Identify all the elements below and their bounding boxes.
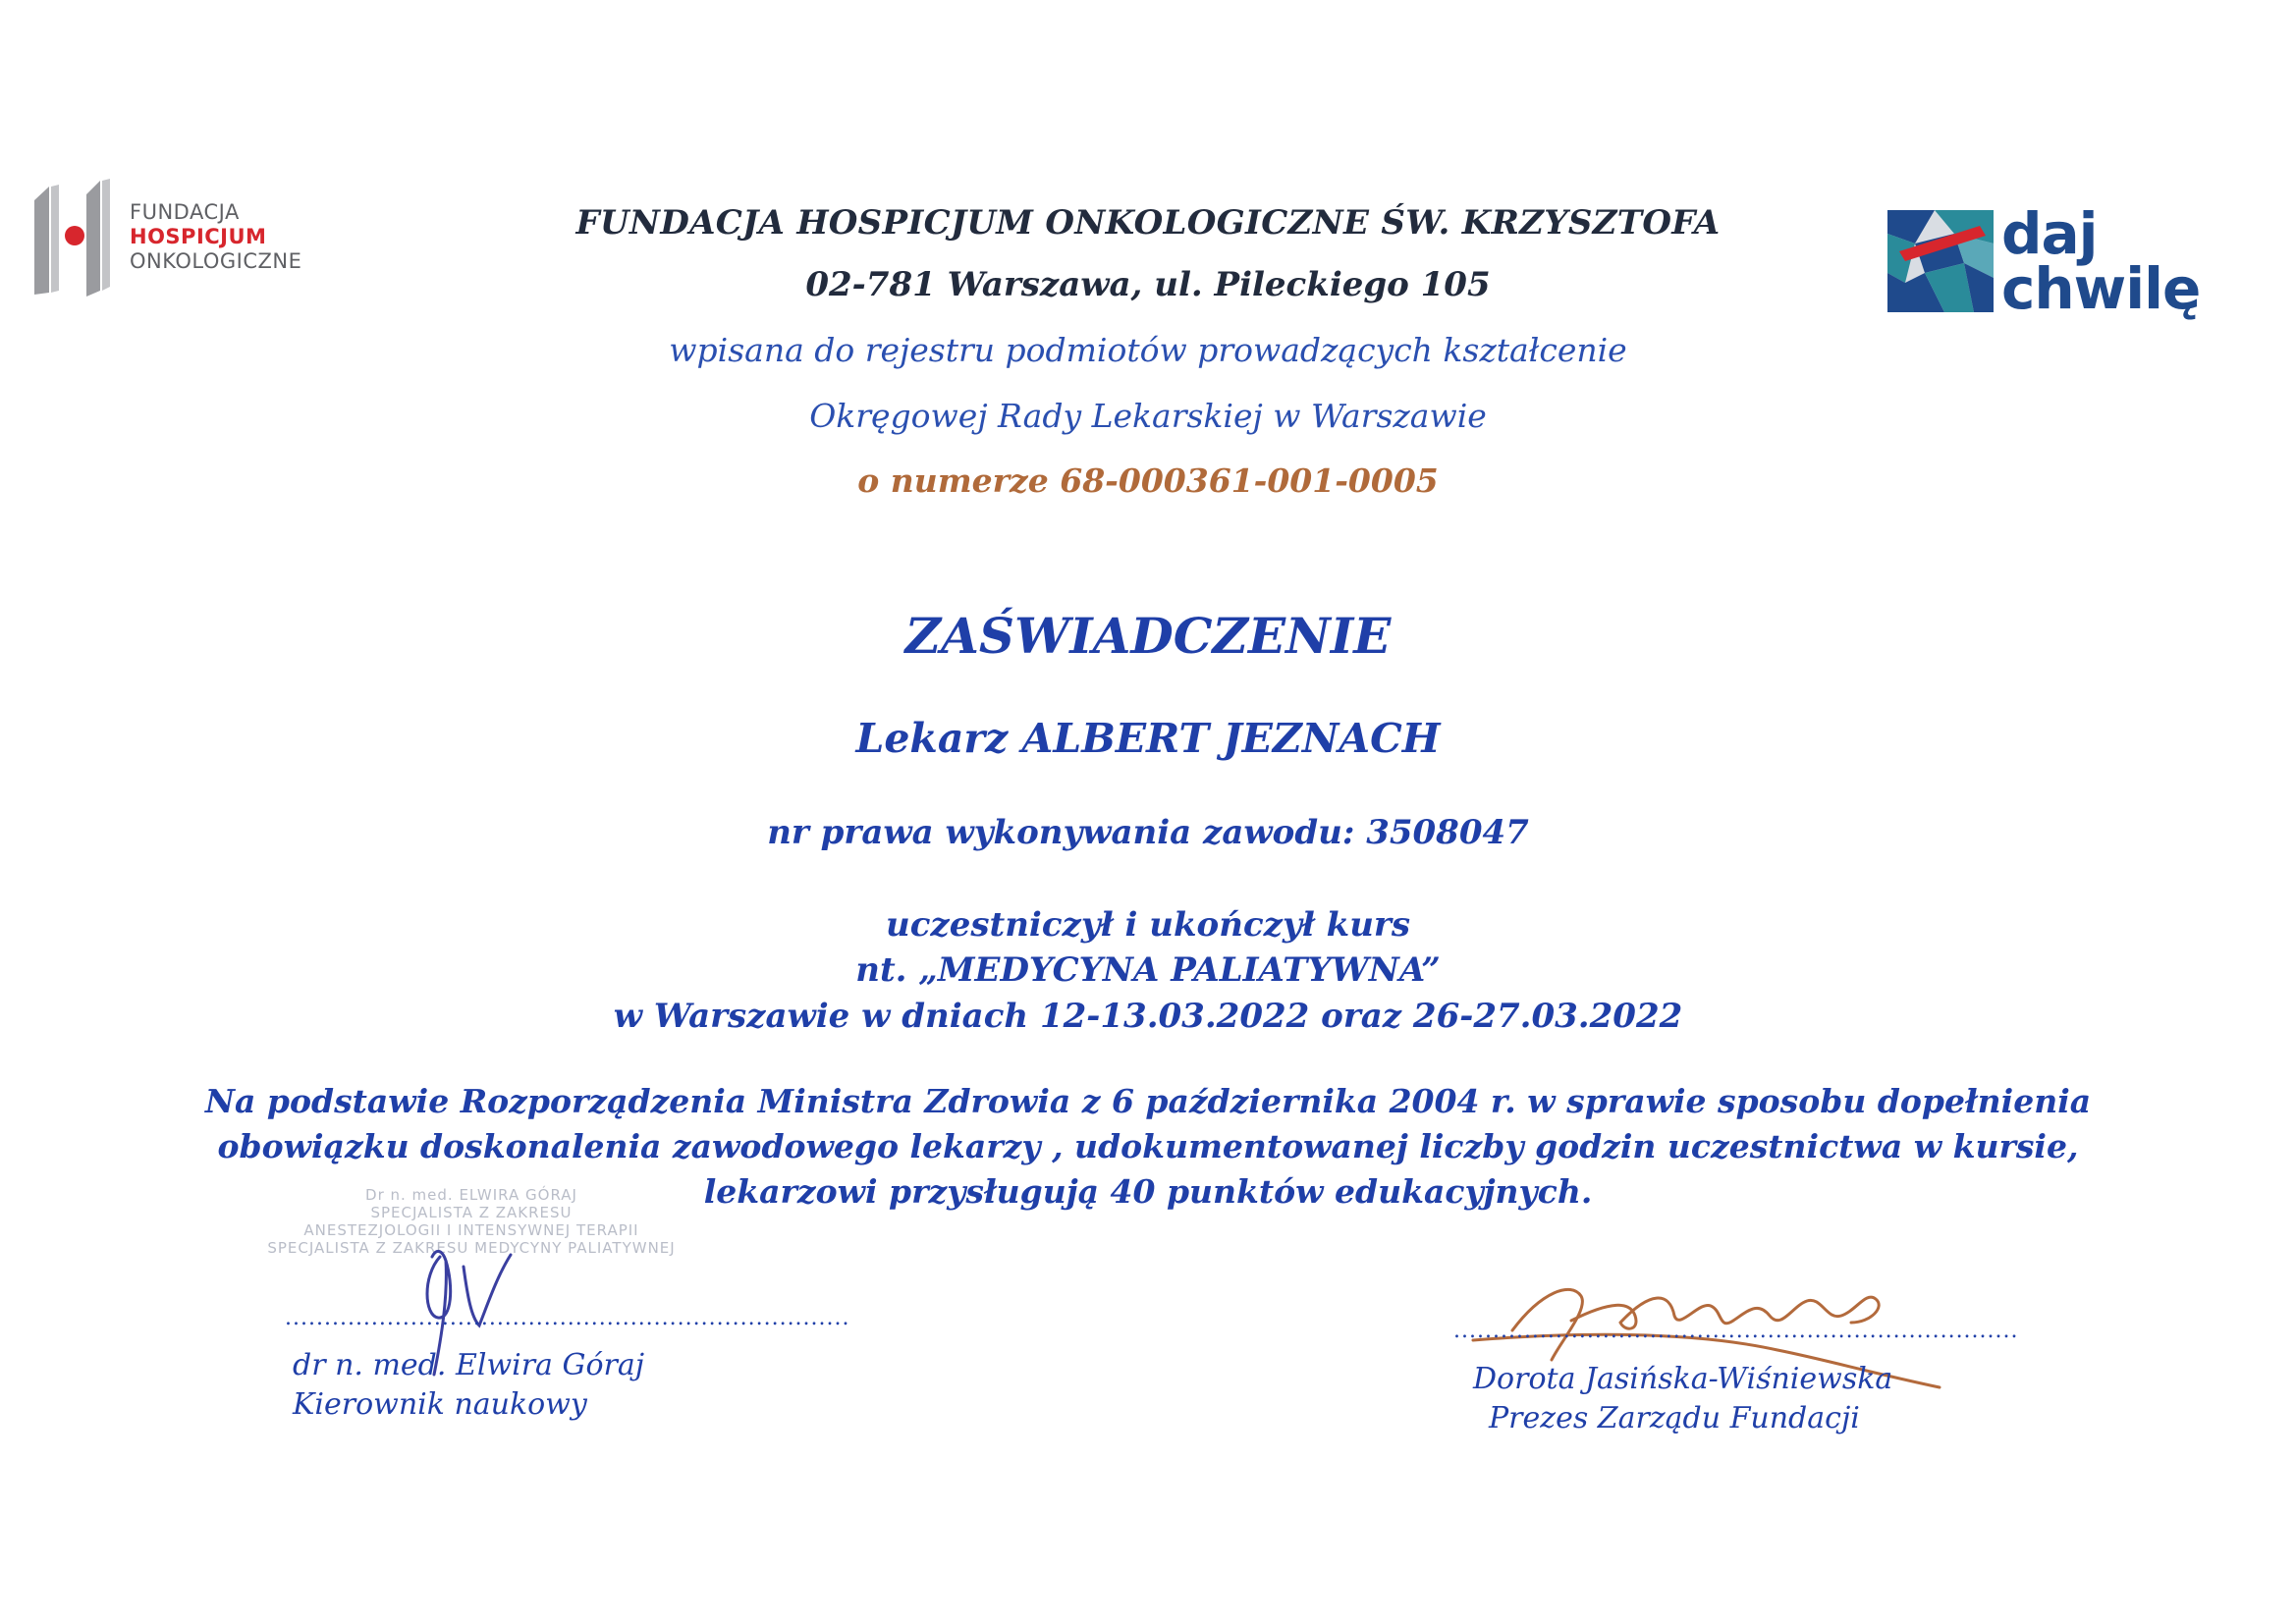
course-line1: uczestniczył i ukończył kurs [886,905,1410,945]
stamp-line3: ANESTEZJOLOGII I INTENSYWNEJ TERAPII [303,1221,639,1239]
logo-left-line2: HOSPICJUM [130,225,267,248]
logo-right-line1: daj [2001,200,2098,267]
signer-left-role: Kierownik naukowy [293,1387,587,1422]
course-dates: w Warszawie w dniach 12-13.03.2022 oraz 26-27.03.2022 [613,997,1683,1036]
logo-left-line1: FUNDACJA [130,200,240,224]
stamp-line1: Dr n. med. ELWIRA GÓRAJ [365,1186,577,1204]
recipient-name: Lekarz ALBERT JEZNACH [855,715,1441,762]
signer-left-name: dr n. med. Elwira Góraj [293,1348,645,1382]
organization-address: 02-781 Warszawa, ul. Pileckiego 105 [805,265,1491,304]
logo-right-line2: chwilę [2001,255,2201,322]
signer-right-name: Dorota Jasińska-Wiśniewska [1473,1362,1893,1396]
signer-right-role: Prezes Zarządu Fundacji [1489,1401,1860,1435]
license-number: nr prawa wykonywania zawodu: 3508047 [767,813,1529,852]
course-name: nt. „MEDYCYNA PALIATYWNA” [855,950,1441,990]
registry-line2: Okręgowej Rady Lekarskiej w Warszawie [809,397,1487,435]
registry-number: o numerze 68-000361-001-0005 [857,461,1439,500]
stamp-line4: SPECJALISTA Z ZAKRESU MEDYCYNY PALIATYWNEJ [267,1239,676,1257]
points-line2: obowiązku doskonalenia zawodowego lekarzy , udokumentowanej liczby godzin uczestnictwa w kursie, [217,1127,2079,1165]
certificate-title: ZAŚWIADCZENIE [904,607,1392,665]
stamp-line2: SPECJALISTA Z ZAKRESU [370,1204,573,1221]
logo-left-line3: ONKOLOGICZNE [130,249,302,273]
points-line1: Na podstawie Rozporządzenia Ministra Zdrowia z 6 października 2004 r. w sprawie sposobu dopełnienia [204,1082,2092,1120]
organization-name: FUNDACJA HOSPICJUM ONKOLOGICZNE ŚW. KRZYSZTOFA [575,203,1721,243]
points-line3: lekarzowi przysługują 40 punktów edukacyjnych. [703,1172,1593,1211]
signature-line-left: ........................................................................ [285,1306,850,1330]
signature-line-right: ........................................................................ [1453,1319,2019,1343]
registry-line1: wpisana do rejestru podmiotów prowadzących kształcenie [669,331,1627,369]
